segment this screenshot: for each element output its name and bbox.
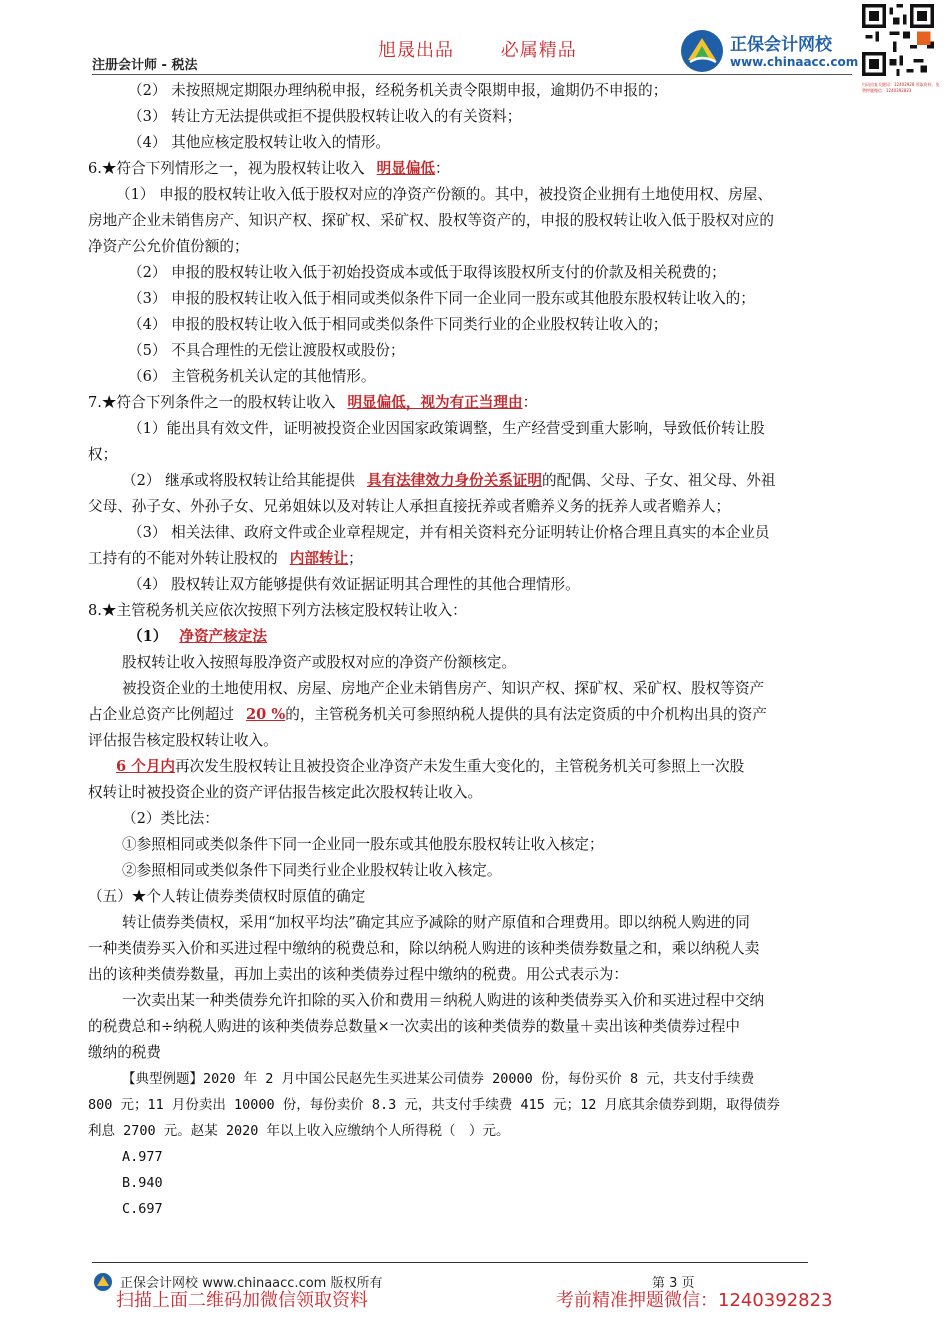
paragraph: 出的该种类债券数量，再加上卖出的该种类债券过程中缴纳的税费。用公式表示为： (88, 966, 628, 983)
paragraph: ①参照相同或类似条件下同一企业同一股东或其他股东股权转让收入核定； (122, 836, 604, 853)
paragraph: （3） 申报的股权转让收入低于相同或类似条件下同一企业同一股东或其他股东股权转让收入的； (128, 290, 755, 307)
paragraph: 的税费总和÷纳税人购进的该种类债券总数量×一次卖出的该种类债券的数量＋卖出该种类债券过程中 (88, 1018, 740, 1035)
paragraph (88, 702, 864, 728)
paragraph: ②参照相同或类似条件下同类行业企业股权转让收入核定。 (122, 862, 502, 879)
key-term: 20 % (245, 706, 286, 723)
example-question: 800 元；11 月份卖出 10000 份，每份卖价 8.3 元，共支付手续费 415 元；12 月底其余债券到期，取得债券 (88, 1097, 780, 1113)
document-body (88, 78, 864, 1222)
header-slogan (378, 36, 617, 62)
text: 再次发生股权转让且被投资企业净资产未发生重大变化的，主管税务机关可参照上一次股 (175, 758, 745, 775)
key-term: 明显偏低 (376, 160, 436, 177)
text: 的，主管税务机关可参照纳税人提供的具有法定资质的中介机构出具的资产 (285, 706, 767, 723)
header-divider (92, 74, 852, 75)
paragraph: （3） 相关法律、政府文件或企业章程规定，并有相关资料充分证明转让价格合理且真实的本企业员 (128, 524, 770, 541)
key-term: 具有法律效力身份关系证明 (366, 472, 542, 489)
text: ； (348, 550, 363, 567)
subheading-number: （1） (128, 628, 168, 645)
text: 的配偶、父母、子女、祖父母、外祖 (541, 472, 776, 489)
paragraph: 转让债券类债权，采用“加权平均法”确定其应予减除的财产原值和合理费用。即以纳税人购进的同 (122, 914, 750, 931)
heading-text: 7.★符合下列条件之一的股权转让收入 (88, 394, 336, 411)
paragraph: 父母、孙子女、外孙子女、兄弟姐妹以及对转让人承担直接抚养或者赡养义务的抚养人或者赡养人； (88, 498, 731, 515)
paragraph: 评估报告核定股权转让收入。 (88, 732, 278, 749)
paragraph: 房地产企业未销售房产、知识产权、探矿权、采矿权、股权等资产的，申报的股权转让收入低于股权对应的 (88, 212, 774, 229)
footer-copyright: 正保会计网校 www.chinaacc.com 版权所有 (120, 1276, 383, 1291)
qr-note: 扫码回复关键词：12403928 领取资料、免费押题微信：1240392823 (862, 82, 940, 93)
paragraph: （5） 不具合理性的无偿让渡股权或股份； (128, 342, 405, 359)
brand-url: www.chinaacc.com (730, 55, 859, 69)
paragraph: 权； (88, 446, 118, 463)
slogan-right: 必属精品 (500, 40, 577, 61)
answer-option: C.697 (122, 1201, 163, 1217)
heading-item-6: 6.★符合下列情形之一，视为股权转让收入 明显偏低： (88, 160, 450, 177)
footer-promo-right: 考前精准押题微信：1240392823 (556, 1290, 833, 1311)
heading-item-7: 7.★符合下列条件之一的股权转让收入 明显偏低，视为有正当理由： (88, 394, 538, 411)
paragraph: （2） 未按照规定期限办理纳税申报，经税务机关责令限期申报，逾期仍不申报的； (128, 82, 668, 99)
footer-logo-icon (92, 1272, 116, 1292)
paragraph: 缴纳的税费 (88, 1044, 161, 1061)
heading-item-8: 8.★主管税务机关应依次按照下列方法核定股权转让收入： (88, 602, 467, 619)
key-term: 6 个月内 (116, 758, 176, 775)
brand-name: 正保会计网校 (730, 35, 832, 55)
brand-emblem-icon (678, 28, 728, 74)
paragraph: （1）能出具有效文件，证明被投资企业因国家政策调整，生产经营受到重大影响，导致低价转让股 (128, 420, 765, 437)
brand-logo (678, 28, 858, 74)
section-heading: （五）★个人转让债券类债权时原值的确定 (88, 888, 366, 905)
paragraph (88, 754, 864, 780)
page-number: 第 3 页 (652, 1276, 695, 1291)
paragraph: 一次卖出某一种类债券允许扣除的买入价和费用＝纳税人购进的该种类债券买入价和买进过程中交纳 (122, 992, 765, 1009)
subheading: （2）类比法： (122, 810, 219, 827)
paragraph: （4） 申报的股权转让收入低于相同或类似条件下同类行业的企业股权转让收入的； (128, 316, 668, 333)
subheading (88, 624, 864, 650)
paragraph: （2） 申报的股权转让收入低于初始投资成本或低于取得该股权所支付的价款及相关税费的； (128, 264, 726, 281)
answer-option: B.940 (122, 1175, 163, 1191)
paragraph: 股权转让收入按照每股净资产或股权对应的净资产份额核定。 (122, 654, 517, 671)
footer-divider (92, 1262, 808, 1263)
text: 工持有的不能对外转让股权的 (88, 550, 278, 567)
paragraph: （6） 主管税务机关认定的其他情形。 (128, 368, 376, 385)
paragraph: （4） 股权转让双方能够提供有效证据证明其合理性的其他合理情形。 (128, 576, 580, 593)
footer-promo-left: 扫描上面二维码加微信领取资料 (116, 1290, 368, 1311)
paragraph (88, 546, 864, 572)
key-term: 明显偏低，视为有正当理由 (347, 394, 523, 411)
text: （2） 继承或将股权转让给其能提供 (122, 472, 355, 489)
example-question: 【典型例题】2020 年 2 月中国公民赵先生买进某公司债券 20000 份，每份买价 8 元，共支付手续费 (122, 1071, 755, 1087)
example-question: 利息 2700 元。赵某 2020 年以上收入应缴纳个人所得税（ ）元。 (88, 1123, 510, 1139)
key-term: 内部转让 (289, 550, 349, 567)
paragraph: 净资产公允价值份额的； (88, 238, 249, 255)
doc-title: 注册会计师 - 税法 (92, 58, 198, 73)
paragraph: （1） 申报的股权转让收入低于股权对应的净资产份额的。其中，被投资企业拥有土地使用权、房屋、 (116, 186, 773, 203)
paragraph: 被投资企业的土地使用权、房屋、房地产企业未销售房产、知识产权、探矿权、采矿权、股权等资产 (122, 680, 765, 697)
paragraph: （3） 转让方无法提供或拒不提供股权转让收入的有关资料； (128, 108, 522, 125)
heading-text: 6.★符合下列情形之一，视为股权转让收入 (88, 160, 365, 177)
qr-code-icon[interactable] (862, 4, 934, 76)
key-term: 净资产核定法 (179, 628, 267, 645)
text: 占企业总资产比例超过 (88, 706, 234, 723)
paragraph: 一种类债券买入价和买进过程中缴纳的税费总和，除以纳税人购进的该种类债券数量之和，乘以纳税人卖 (88, 940, 760, 957)
paragraph: 权转让时被投资企业的资产评估报告核定此次股权转让收入。 (88, 784, 483, 801)
paragraph (88, 468, 864, 494)
slogan-left: 旭晟出品 (378, 40, 454, 61)
answer-option: A.977 (122, 1149, 163, 1165)
paragraph: （4） 其他应核定股权转让收入的情形。 (128, 134, 391, 151)
